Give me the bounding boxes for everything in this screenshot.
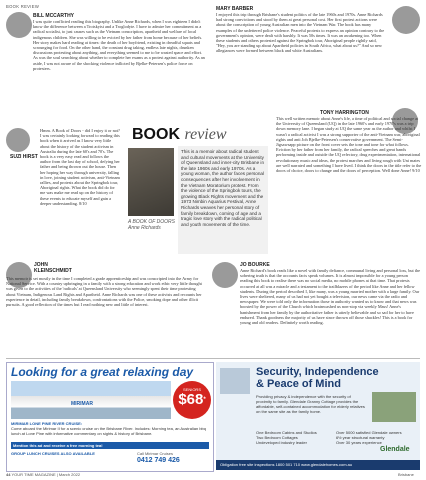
boat-name: MIRIMAR	[71, 401, 93, 407]
reviewer-photo	[392, 6, 420, 34]
brand-logo: Glendale	[380, 446, 410, 453]
book-author: Anne Richards	[128, 225, 161, 231]
ad-subtitle: & Peace of Mind	[256, 378, 341, 390]
review-text: This well written memoir about Anne's life, a time of political and social change at the University of Queensland (UQ) in the late 1960's and early 1970's was a trip down memory lane. I began study at UQ the same year as the author and whilst I wasn't a radical activist I was a strong supporter of the anti-Vietnam war, aboriginal rights and anti Joh Bjelke-Petersen's conservative government. The Semi-Jigsawsapp picture on the front cover sets the tone and tone for what follows. Eviction by her father from her family, the radical speeches and great bands performing inside and outside the UQ refectory, drug experimentation, international revolutionary music and ideas, the protest marches and living rough with Uni mates are well narrated and something I have lived. I think the doors in the title refer to the doors of choice, doors to change and the doors of perception. Well done Anne! 9/10	[276, 116, 422, 174]
feature-item: Two Bedroom Cottages	[256, 435, 298, 440]
price: $68*	[178, 391, 206, 408]
page-footer: 44 YOUR TIME MAGAZINE | March 2022	[6, 472, 81, 477]
section-header: BOOK REVIEW	[6, 4, 40, 9]
house-photo	[372, 392, 416, 422]
feature-item: One Bedroom Cabins and Studios	[256, 430, 317, 435]
seniors-label: SENIORS	[182, 387, 201, 392]
group-cruises: GROUP LUNCH CRUISES ALSO AVAILABLE	[11, 451, 95, 456]
review-text: I enjoyed this trip through Brisbane's student politics of the late 1960s and 1970s. Anne Richards had strong convictions and stood by them at great personal cost. Her first protest actions were about the conscription of young Australian men into the Vietnam War. The book has many examples of the unfettered police violence. Peaceful protests to express an opinion contrary to the government's opinion, were dealt with harshly. It was 50s times. It was an awakening too. When these students and others protested against the Springbok tour, Aboriginal people rightly said, "Hey, you are standing up about Apartheid policies in South Africa, what about us?" And so new allegiances were formed between black and white Australians.	[216, 12, 385, 54]
review-text: This memoir is set mostly in the time I completed a grade apprenticeship and was conscripted into the Army for National Service. With a country upbringing in a family with a strong education and work ethic very little thought was given to the activities of the 'radicals' at Queensland University who seemingly spent their time protesting about Vietnam, Indigenous Land Rights and Apartheid. Anne Richards was one of these activists and recounts her experience in detail, including family breakdown, confrontations with the Police, smoking dope and other illicit pursuits. A good reflection of the times but I read nothing new and little of interest.	[6, 276, 202, 308]
reviewer-photo	[6, 128, 30, 152]
book-caption: A BOOK OF DOORS	[128, 219, 175, 225]
feature-list	[336, 430, 412, 445]
ad-body: Providing privacy & independence with the security of proximity to family. Glendale Granny Cottage provides the affordable, self-contained accommodation for elderly relatives on the same site as the family home.	[256, 394, 365, 414]
feature-item: Over 30 years experience	[336, 440, 382, 445]
phone-number[interactable]: 0412 749 426	[137, 457, 180, 464]
call-label: Call Mirimar Cruises	[137, 451, 174, 456]
book-summary-box	[178, 146, 268, 254]
feature-item: Over 5000 satisfied Glendale owners	[336, 430, 402, 435]
cruise-title: MIRIMAR LONE PINE RIVER CRUISE:	[11, 421, 83, 426]
ad-footer[interactable]: Obligation free site inspections 1800 501 710 www.glendalehomes.com.au	[216, 460, 420, 470]
reviewer-photo	[212, 262, 238, 288]
boat-image	[11, 381, 171, 419]
house-icon	[220, 368, 250, 394]
reviewer-name: BILL MCCARTHY	[33, 13, 75, 19]
reviewer-name: JO BOURKE	[240, 262, 270, 268]
review-text: I was quite conflicted reading this biography. Unlike Anne Richards, when I was eighteen I didn't know the difference between a Trotskyist and a Troglodyte. I have to admire her commitment as a radical socialist, to just causes such as the Vietnam conscription, apartheid and welfare of local indigenous children. She was willing to be evicted by her father from home because of her beliefs. Her story makes hard reading at times: the death of her boyfriend, existing in dreadful squats and scrounging for food. On the other hand, the constant drug taking, endless late nights, drunken discussions protesting about anything, and everything seemed to me to be wasted space and effort. As was the soul searching about whether to complete her exams as a protest against authority. As an aside, I was not aware of the shocking violence inflicted by Bjelke-Petersen's police force on protesters.	[33, 19, 205, 71]
reviewer-name: SUZI HIRST	[10, 154, 38, 160]
review-text: Anne Richard's book reads like a novel with family defiance, communal living and personal loss, but the sobering truth is that the accounts facts speak volumes. It is almost impossible for a young person reading this book to realise there was no social media, no mobile phones at that time. That protests occurred at all was a miracle and a testament to the trailblazers of the period like Anne and her fellow students. During the period described I, like many, was a young married mother with a large family. Our lives were sheltered, many of us had not yet bought a television, our news came via the radio and newspaper. We were told only the information those in authority wanted us to know and that news was boosted by the power of the Church which brainwashed us non-stop via weekly Mass! Anne's banishment from her family by the authoritative father is utterly believable and so sad for her to have endured. Thank goodness the majority of us have since thrown off those shackles! This is a book for young and old readers. Definitely worth reading.	[240, 268, 420, 326]
ad-title: Looking for a great relaxing day	[11, 365, 194, 379]
feature-item: 6½ year structural warranty	[336, 435, 385, 440]
reviewer-photo	[6, 12, 32, 38]
promo-banner: Mention this ad and receive a free morning tea!	[11, 442, 209, 449]
review-title: BOOK review	[132, 126, 227, 143]
reviewer-name: TONY HARRINGTON	[320, 110, 369, 116]
price-badge	[173, 381, 211, 419]
glendale-ad	[216, 362, 420, 470]
feature-list	[256, 430, 336, 445]
book-cover-image	[128, 148, 174, 216]
book-summary: This is a memoir about radical student and cultural movements at the University of Queensland and inner-city Brisbane in the late 1960s and early 1970s. As a young woman, the author faces personal consequences after her involvement in the Vietnam Moratorium protest. From the violence of the Springbok tours, the growing Black Rights movement and the 1973 Nimbin Aquarius Festival, Anne Richards weaves her personal story of family breakdown, coming of age and a tragic love story with the radical political and youth movements of the time.	[181, 149, 264, 227]
feature-item: Undeveloped industry leader	[256, 440, 307, 445]
divider	[6, 358, 420, 359]
region: Brisbane	[398, 472, 414, 477]
reviewer-name: JOHN KLEINSCHMIDT	[34, 262, 72, 274]
ad-title: Security, Independence	[256, 366, 379, 378]
reviewer-name: MARY BARBER	[216, 6, 254, 12]
cruise-text: Come aboard the Mirimar II for a scenic cruise on the Brisbane River. Includes: Morning tea, an Australian bbq lunch at Lone Pine with informative commentary on sights & history of Brisbane.	[11, 426, 206, 436]
review-text: Hmm. A Book of Doors - did I enjoy it or not? I was certainly looking forward to reading this book when it arrived as I know very little about the history of the student activism in Australia during the late 60's and 70's. The book is a very easy read and follows the author from the last day of school, defying her father and being thrown out the house. Then her hoping her way through university, falling in love, joining student activism, anti-Vietnam rallies, and protests about the Springbok tour, Aboriginal rights. What the book did do for me was make me read up on the history of these events to educate myself and gain a deeper understanding. 8/10	[40, 128, 120, 206]
mirimar-ad	[6, 362, 214, 472]
